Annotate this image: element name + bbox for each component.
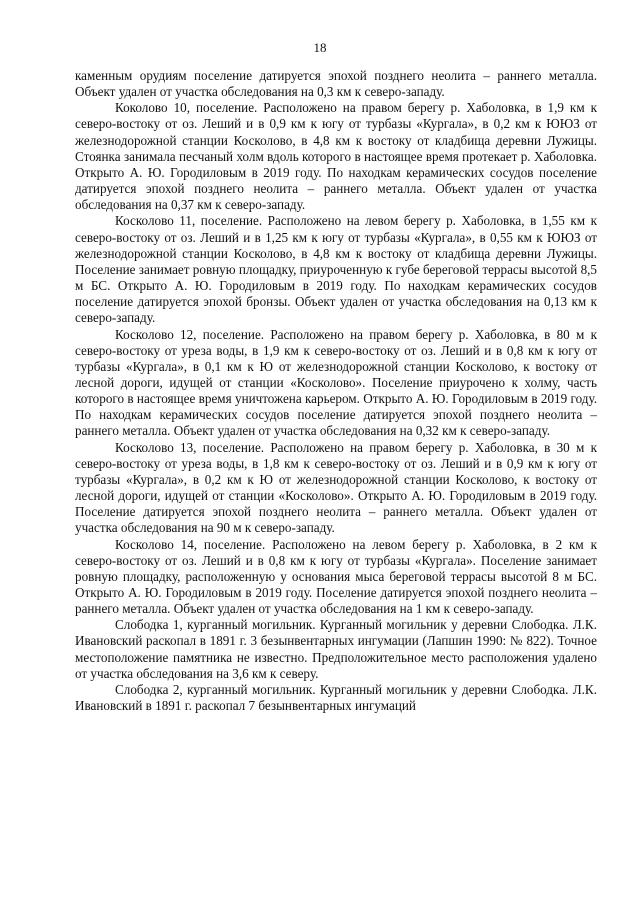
paragraph: Косколово 12, поселение. Расположено на правом берегу р. Хаболовка, в 80 м к северо-востоку от уреза воды, в 1,9 км к северо-востоку от оз. Леший и в 0,8 км к югу от турбазы «Кургала», в 0,1 км к Ю от железнодорожной станции Косколово, к востоку от лесной дороги, идущей от станции «Косколово». Поселение приурочено к холму, часть которого в настоящее время уничтожена карьером. Открыто А. Ю. Городиловым в 2019 году. По находкам керамических сосудов поселение датируется эпохой позднего неолита – раннего металла. Объект удален от участка обследования на 0,32 км к северо-западу. xyxy=(75,326,597,439)
paragraph: Слободка 1, курганный могильник. Курганный могильник у деревни Слободка. Л.К. Ивановский раскопал в 1891 г. 3 безынвентарных ингумации (Лапшин 1990: № 822). Точное местоположение памятника не известно. Предположительное место расположения удалено от участка обследования на 3,6 км к северу. xyxy=(75,617,597,681)
paragraph: каменным орудиям поселение датируется эпохой позднего неолита – раннего металла. Объект удален от участка обследования на 0,3 км к северо-западу. xyxy=(75,68,597,100)
page-number: 18 xyxy=(313,40,327,55)
paragraph: Коколово 10, поселение. Расположено на правом берегу р. Хаболовка, в 1,9 км к северо-востоку от оз. Леший и в 0,9 км к югу от турбазы «Кургала», в 0,2 км к ЮЮЗ от железнодорожной станции Косколово, в 4,8 км к востоку от кладбища деревни Лужицы. Стоянка занимала песчаный холм вдоль которого в настоящее время протекает р. Хаболовка. Открыто А. Ю. Городиловым в 2019 году. По находкам керамических сосудов поселение датируется эпохой позднего неолита – раннего металла. Объект удален от участка обследования на 0,37 км к северо-западу. xyxy=(75,100,597,213)
paragraph: Косколово 14, поселение. Расположено на левом берегу р. Хаболовка, в 2 км к северо-востоку от оз. Леший и в 0,8 км к югу от турбазы «Кургала». Поселение занимает ровную площадку, расположенную у основания мыса береговой террасы высотой 8 м БС. Открыто А. Ю. Городиловым в 2019 году. Поселение датируется эпохой позднего неолита – раннего металла. Объект удален от участка обследования на 1 км к северо-западу. xyxy=(75,536,597,617)
paragraph: Слободка 2, курганный могильник. Курганный могильник у деревни Слободка. Л.К. Ивановский в 1891 г. раскопал 7 безынвентарных ингумаций xyxy=(75,681,597,714)
paragraph: Косколово 11, поселение. Расположено на левом берегу р. Хаболовка, в 1,55 км к северо-востоку от оз. Леший и в 1,25 км к югу от турбазы «Кургала», в 0,55 км к ЮЮЗ от железнодорожной станции Косколово, в 4,8 км к востоку от кладбища деревни Лужицы. Поселение занимает ровную площадку, приуроченную к губе береговой террасы высотой 8,5 м БС. Открыто А. Ю. Городиловым в 2019 году. По находкам керамических сосудов поселение датируется эпохой бронзы. Объект удален от участка обследования на 0,13 км к северо-западу. xyxy=(75,213,597,326)
paragraph: Косколово 13, поселение. Расположено на правом берегу р. Хаболовка, в 30 м к северо-востоку от уреза воды, в 1,8 км к северо-востоку от оз. Леший и в 0,9 км к югу от турбазы «Кургала», в 0,2 км к Ю от железнодорожной станции Косколово, к востоку от лесной дороги, идущей от станции «Косколово». Открыто А. Ю. Городиловым в 2019 году. Поселение датируется эпохой позднего неолита – раннего металла. Объект удален от участка обследования на 90 м к северо-западу. xyxy=(75,439,597,536)
document-body xyxy=(75,68,597,714)
